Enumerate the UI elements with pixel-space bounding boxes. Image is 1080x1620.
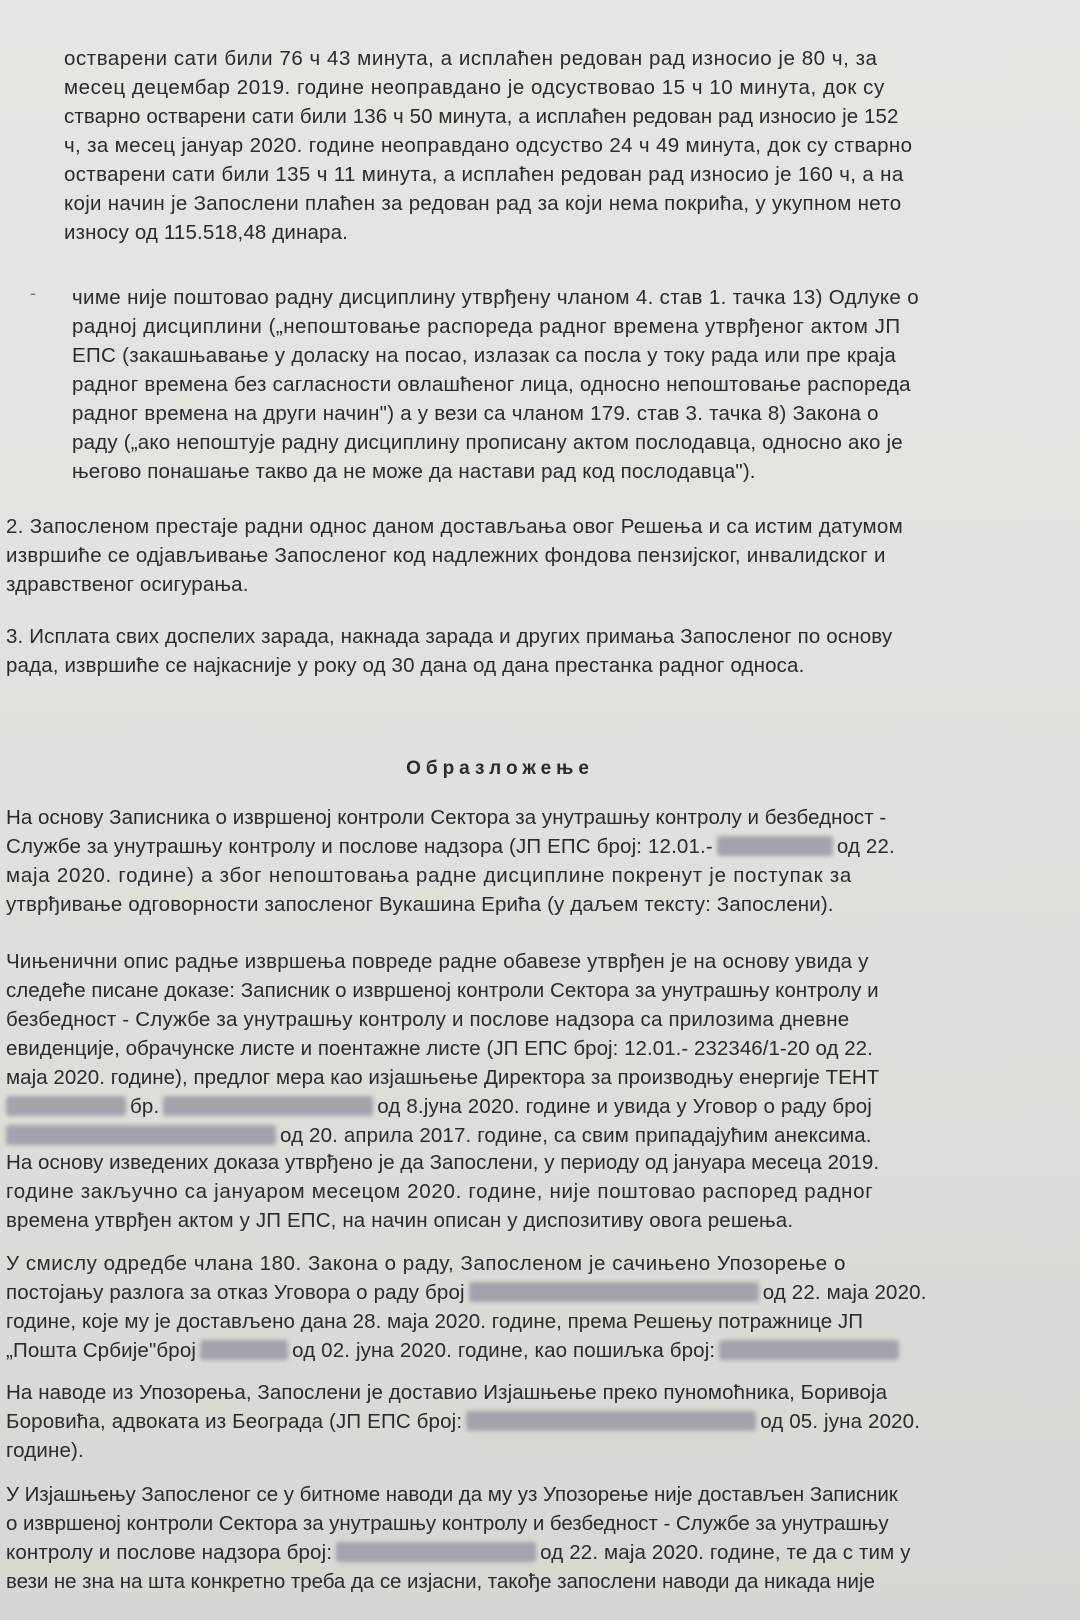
- text-fragment: бр.: [130, 1095, 160, 1118]
- text-fragment: Боровића, адвоката из Београда (ЈП ЕПС број:: [6, 1410, 463, 1433]
- text-line: [6, 1092, 1066, 1121]
- redacted-number: [717, 836, 833, 856]
- text-line: евиденције, обрачунске листе и поентажне листе (ЈП ЕПС број: 12.01.- 232346/1-20 од 22.: [6, 1037, 873, 1060]
- text-line: који начин је Запослени плаћен за редован рад за који нема покрића, у укупном нето: [64, 192, 902, 215]
- reasoning-paragraph-1: [6, 803, 1066, 919]
- text-line: утврђивање одговорности запосленог Вукашина Ерића (у даљем тексту: Запослени).: [6, 893, 834, 916]
- text-line: маја 2020. године) а због непоштовања радне дисциплине покренут је поступак за: [6, 864, 853, 887]
- redacted-org: [6, 1096, 126, 1116]
- redacted-number: [469, 1282, 759, 1302]
- text-fragment: Службе за унутрашњу контролу и послове надзора (ЈП ЕПС број: 12.01.-: [6, 835, 713, 858]
- text-line: радног времена без сагласности овлашћеног лица, односно непоштовање распореда: [72, 373, 911, 396]
- text-line: стварно остварени сати били 136 ч 50 минута, а исплаћен редован рад износио је 152: [64, 105, 899, 128]
- reasoning-paragraph-3: [6, 1148, 1066, 1235]
- text-line: [6, 1336, 1066, 1365]
- text-line: У смислу одредбе члана 180. Закона о раду, Запосленом је сачињено Упозорење о: [6, 1252, 846, 1275]
- text-line: остварени сати били 135 ч 11 минута, а исплаћен редован рад износио је 160 ч, а на: [64, 163, 904, 186]
- section-heading: Образложење: [406, 758, 594, 779]
- text-line: [6, 1407, 1066, 1436]
- reasoning-paragraph-2: [6, 947, 1066, 1150]
- redacted-number: [719, 1340, 899, 1360]
- text-line: чиме није поштовао радну дисциплину утврђену чланом 4. став 1. тачка 13) Одлуке о: [72, 286, 919, 309]
- list-bullet: -: [30, 283, 36, 303]
- redacted-number: [466, 1411, 756, 1431]
- redacted-number: [336, 1542, 536, 1562]
- text-line: године).: [6, 1439, 84, 1462]
- text-line: 3. Исплата свих доспелих зарада, накнада зарада и других примања Запосленог по основу: [6, 625, 893, 648]
- text-line: На основу Записника о извршеној контроли Сектора за унутрашњу контролу и безбедност -: [6, 806, 887, 829]
- redacted-number: [163, 1096, 373, 1116]
- text-line: 2. Запосленом престаје радни однос даном достављања овог Решења и са истим датумом: [6, 515, 904, 538]
- redacted-number: [6, 1125, 276, 1145]
- reasoning-paragraph-5: [6, 1378, 1066, 1465]
- text-line: времена утврђен актом у ЈП ЕПС, на начин описан у диспозитиву овога решења.: [6, 1209, 794, 1232]
- text-line: Чињенични опис радње извршења повреде радне обавезе утврђен је на основу увида у: [6, 950, 869, 973]
- item-3-paragraph: [6, 622, 1066, 680]
- text-line: [6, 1538, 1066, 1567]
- text-fragment: од 8.јуна 2020. године и увида у Уговор о раду број: [377, 1095, 873, 1118]
- text-fragment: од 20. априла 2017. године, са свим припадајућим анексима.: [280, 1124, 872, 1147]
- reasoning-paragraph-6: [6, 1480, 1066, 1596]
- text-fragment: од 22. маја 2020.: [762, 1281, 927, 1304]
- text-line: године закључно са јануаром месецом 2020. године, није поштовао распоред радног: [6, 1180, 874, 1203]
- text-line: [6, 1278, 1066, 1307]
- text-line: о извршеној контроли Сектора за унутрашњу контролу и безбедност - Службе за унутрашњу: [6, 1512, 889, 1535]
- text-line: маја 2020. године), предлог мера као изјашњење Директора за производњу енергије ТЕНТ: [6, 1066, 880, 1089]
- text-line: радног времена на други начин") а у вези са чланом 179. став 3. тачка 8) Закона о: [72, 402, 879, 425]
- text-fragment: од 05. јуна 2020.: [760, 1410, 921, 1433]
- reasoning-paragraph-4: [6, 1249, 1066, 1365]
- text-line: радној дисциплини („непоштовање распореда радног времена утврђеног актом ЈП: [72, 315, 901, 338]
- text-line: извршиће се одјављивање Запосленог код надлежних фондова пензијског, инвалидског и: [6, 544, 886, 567]
- redacted-number: [200, 1340, 288, 1360]
- item-2-paragraph: [6, 512, 1066, 599]
- text-fragment: „Пошта Србије"број: [6, 1339, 197, 1362]
- text-line: ЕПС (закашњавање у доласку на посао, излазак са посла у току рада или пре краја: [72, 344, 897, 367]
- text-fragment: од 02. јуна 2020. године, као пошиљка број:: [292, 1339, 716, 1362]
- text-line: здравственог осигурања.: [6, 573, 249, 596]
- text-line: [6, 1121, 1066, 1150]
- text-line: раду („ако непоштује радну дисциплину прописану актом послодавца, односно ако је: [72, 431, 903, 454]
- text-line: рада, извршиће се најкасније у року од 30 дана од дана престанка радног односа.: [6, 654, 805, 677]
- text-line: безбедност - Службе за унутрашњу контролу и послове надзора са прилозима дневне: [6, 1008, 850, 1031]
- text-line: следеће писане доказе: Записник о извршеној контроли Сектора за унутрашњу контролу и: [6, 979, 879, 1002]
- text-line: На основу изведених доказа утврђено је да Запослени, у периоду од јануара месеца 2019.: [6, 1151, 880, 1174]
- text-line: године, које му је достављено дана 28. маја 2020. године, према Решењу потражнице ЈП: [6, 1310, 863, 1333]
- text-fragment: од 22.: [836, 835, 895, 858]
- text-line: његово понашање такво да не може да настави рад код послодавца").: [72, 460, 756, 483]
- text-line: вези не зна на шта конкретно треба да се изјасни, такође запослени наводи да никада није: [6, 1570, 875, 1593]
- text-fragment: од 22. маја 2020. године, те да с тим у: [540, 1541, 911, 1564]
- discipline-paragraph: [72, 283, 1072, 486]
- hours-paragraph: [64, 44, 1069, 247]
- text-line: ч, за месец јануар 2020. године неоправдано одсуство 24 ч 49 минута, док су стварно: [64, 134, 913, 157]
- text-line: износу од 115.518,48 динара.: [64, 221, 348, 244]
- text-line: остварени сати били 76 ч 43 минута, а исплаћен редован рад износио је 80 ч, за: [64, 47, 878, 70]
- text-line: На наводе из Упозорења, Запослени је доставио Изјашњење преко пуномоћника, Боривоја: [6, 1381, 888, 1404]
- text-line: [6, 832, 1066, 861]
- text-fragment: постојању разлога за отказ Уговора о раду број: [6, 1281, 465, 1304]
- text-line: У Изјашњењу Запосленог се у битноме наводи да му уз Упозорење није достављен Записник: [6, 1483, 898, 1506]
- text-line: месец децембар 2019. године неоправдано је одсуствовао 15 ч 10 минута, док су: [64, 76, 885, 99]
- text-fragment: контролу и послове надзора број:: [6, 1541, 333, 1564]
